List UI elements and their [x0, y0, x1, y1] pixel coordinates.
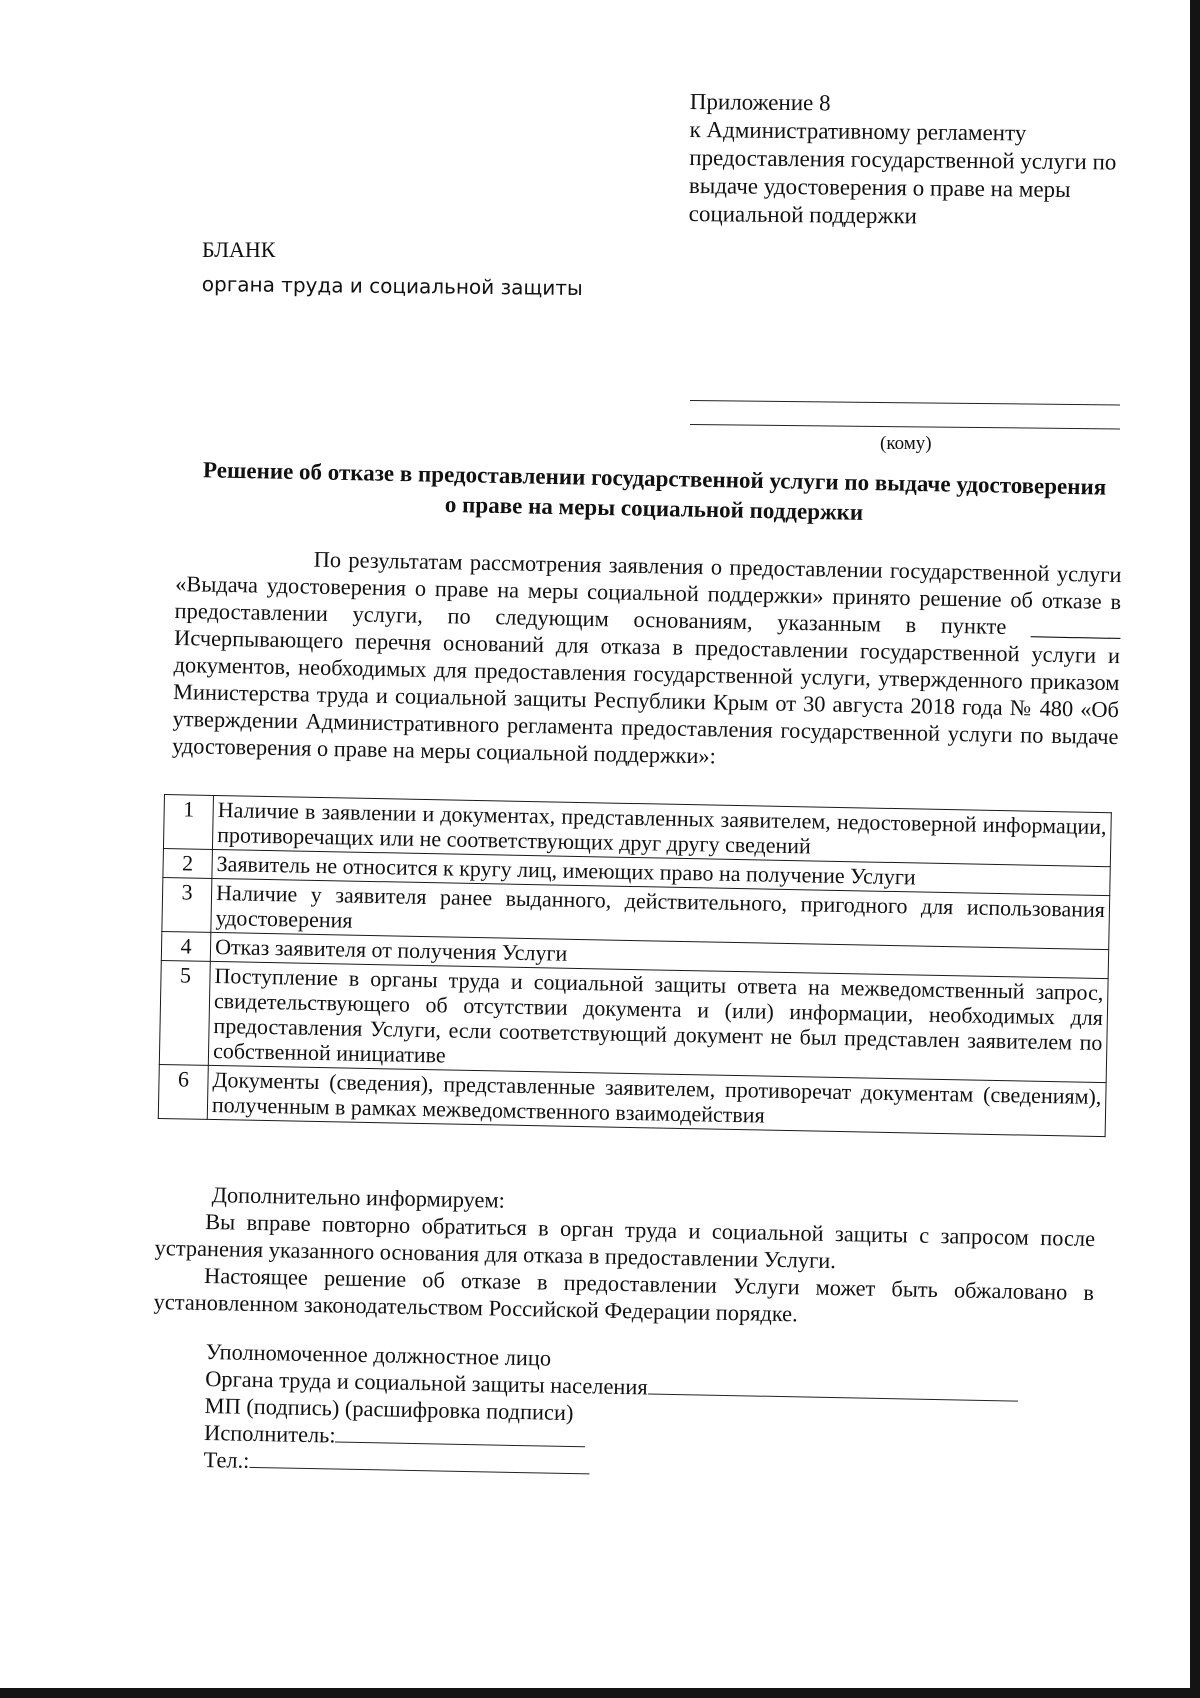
- scan-edge-bottom: [0, 1688, 1200, 1698]
- official-label: Уполномоченное должностное лицо: [205, 1338, 552, 1371]
- appendix-line: предоставления государственной услуги по: [689, 144, 1117, 175]
- appendix-line: к Административному регламенту: [689, 116, 1027, 146]
- organ-label: Органа труда и социальной защиты населения: [204, 1365, 648, 1400]
- executor-label: Исполнитель:: [203, 1419, 336, 1448]
- reason-text: Отказ заявителя от получения Услуги: [210, 932, 1108, 978]
- appeal-paragraph: Настоящее решение об отказе в предоставлении Услуги может быть обжаловано в установленном законодательством Российской Федерации порядке.: [153, 1262, 1095, 1327]
- reason-text: Документы (сведения), представленные заявителем, противоречат документам (сведениям), полученным в рамках межведомственного взаимодействия: [207, 1065, 1106, 1136]
- appendix-note: [689, 88, 1160, 233]
- reason-text: Наличие в заявлении и документах, представленных заявителем, недостоверной информации, противоречащих или не соответствующих друг другу сведений: [212, 795, 1111, 866]
- reason-number: 1: [163, 795, 213, 850]
- reason-number: 4: [161, 931, 211, 961]
- letterhead-organ: органа труда и социальной защиты: [201, 272, 583, 300]
- letterhead-blank: БЛАНК: [202, 237, 276, 262]
- reasons-table: [158, 794, 1112, 1137]
- reason-number: 6: [158, 1064, 208, 1119]
- title-line: Решение об отказе в предоставлении государственной услуги по выдаче удостоверения: [202, 457, 1107, 500]
- reason-number: 5: [159, 960, 210, 1065]
- reapply-paragraph: Вы вправе повторно обратиться в орган труда и социальной защиты с запросом после устранения указанного основания для отказа в предоставлении Услуги.: [154, 1208, 1096, 1274]
- signature-block: [203, 1338, 1065, 1489]
- recipient-line-1: [690, 400, 1120, 406]
- recipient-label: (кому): [880, 433, 932, 454]
- reason-text: Наличие у заявителя ранее выданного, действительного, пригодного для использования удостоверения: [211, 878, 1110, 949]
- table-row: [159, 960, 1108, 1082]
- appendix-line: Приложение 8: [689, 88, 831, 116]
- appendix-line: выдаче удостоверения о праве на меры: [688, 172, 1071, 202]
- additional-info: [153, 1180, 1095, 1333]
- executor-line: [335, 1422, 585, 1448]
- title-line: о праве на меры социальной поддержки: [444, 491, 864, 525]
- scan-edge-right: [1190, 0, 1200, 1698]
- phone-label: Тел.:: [203, 1446, 250, 1473]
- appendix-line: социальной поддержки: [688, 200, 918, 229]
- recipient-line-2: [690, 424, 1120, 430]
- reason-text: Поступление в органы труда и социальной защиты ответа на межведомственный запрос, свидетельствующего об отсутствии документа и (или) информации, необходимых для предоставления Услуги, если соответствующий документ не был представлен заявителем по собственной инициативе: [208, 961, 1108, 1082]
- reason-number: 3: [162, 877, 212, 932]
- mp-label: МП (подпись) (расшифровка подписи): [204, 1392, 574, 1426]
- additional-info-heading: Дополнительно информируем:: [211, 1182, 506, 1213]
- reason-number: 2: [163, 848, 213, 878]
- reason-text: Заявитель не относится к кругу лиц, имеющих право на получение Услуги: [212, 849, 1110, 895]
- document-title: [189, 455, 1120, 533]
- decision-paragraph: По результатам рассмотрения заявления о предоставлении государственной услуги «Выдача удостоверения о праве на меры социальной поддержки» принято решение об отказе в предоставлении услуги, по следующим основаниям, указанным в пункте ________ Исчерпывающего перечня оснований для отказа в предоставлении государственной услуги и документов, необходимых для предоставления государственной услуги, утвержденного приказом Министерства труда и социальной защиты Республики Крым от 30 августа 2018 года № 480 «Об утверждении Административного регламента предоставления государственной услуги по выдаче удостоверения о праве на меры социальной поддержки»:: [171, 546, 1122, 769]
